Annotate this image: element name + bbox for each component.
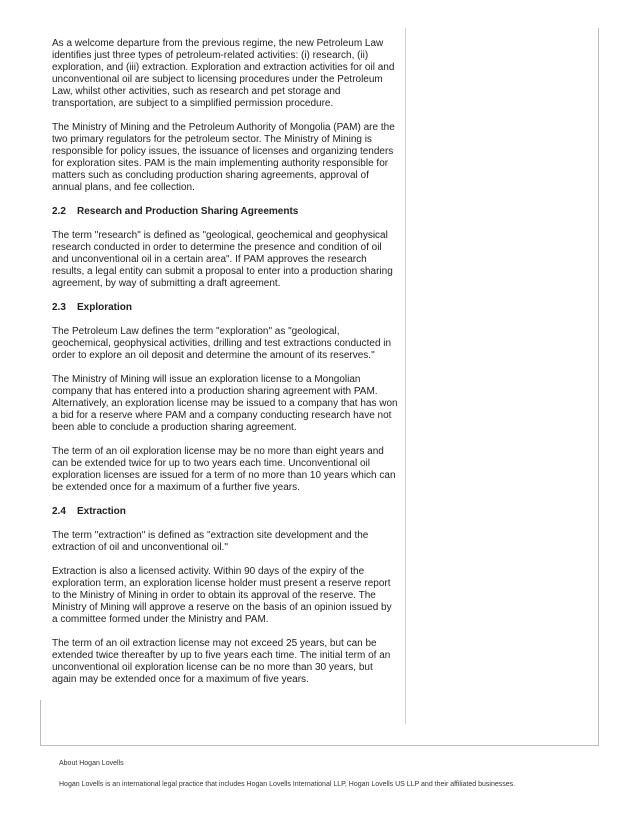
section-heading-extraction (52, 506, 398, 518)
section-number: 2.2 (52, 206, 66, 217)
footer-text: Hogan Lovells is an international legal practice that includes Hogan Lovells International LLP, Hogan Lovells US LLP and their affiliated businesses. (59, 781, 516, 788)
exploration-paragraph-2: The Ministry of Mining will issue an exploration license to a Mongolian company that has entered into a production sharing agreement with PAM. Alternatively, an exploration license may be issued to a company that has won a bid for a reserve where PAM and a company conducting research have not been able to conclude a production sharing agreement. (52, 374, 398, 433)
extraction-paragraph-2: Extraction is also a licensed activity. Within 90 days of the expiry of the exploration term, an exploration license holder must present a reserve report to the Ministry of Mining in order to obtain its approval of the reserve. The Ministry of Mining will approve a reserve on the basis of an opinion issued by a committee formed under the Ministry and PAM. (52, 566, 392, 625)
extraction-paragraph-1: The term "extraction" is defined as "extraction site development and the extraction of oil and unconventional oil." (52, 530, 369, 553)
exploration-paragraph-3: The term of an oil exploration license may be no more than eight years and can be extended twice for up to two years each time. Unconventional oil exploration licenses are issued for a term of no more than 10 years which can be extended once for a maximum of a further five years. (52, 446, 396, 493)
page-frame-bottom-border (40, 745, 599, 746)
section-heading-research (52, 206, 398, 218)
column-divider (405, 28, 406, 724)
section-number: 2.3 (52, 302, 66, 313)
section-heading-exploration (52, 302, 398, 314)
page-frame-right-border (598, 28, 599, 746)
article-body (52, 38, 398, 698)
intro-paragraph-1: As a welcome departure from the previous regime, the new Petroleum Law identifies just three types of petroleum-related activities: (i) research, (ii) exploration, and (iii) extraction. Exploration and extraction activities for oil and unconventional oil are subject to licensing procedures under the Petroleum Law, whilst other activities, such as research and pet storage and transportation, are subject to a simplified permission procedure. (52, 38, 395, 109)
section-title: Extraction (77, 506, 126, 517)
page-footer (59, 759, 619, 789)
section-number: 2.4 (52, 506, 66, 517)
research-paragraph-1: The term "research" is defined as "geological, geochemical and geophysical research conducted in order to determine the presence and condition of oil and unconventional oil in a certain area". If PAM approves the research results, a legal entity can submit a proposal to enter into a production sharing agreement, by way of submitting a draft agreement. (52, 230, 393, 289)
intro-paragraph-2: The Ministry of Mining and the Petroleum Authority of Mongolia (PAM) are the two primary regulators for the petroleum sector. The Ministry of Mining is responsible for policy issues, the issuance of licenses and organizing tenders for exploration sites. PAM is the main implementing authority responsible for matters such as concluding production sharing agreements, approval of annual plans, and fee collection. (52, 122, 395, 193)
section-title: Research and Production Sharing Agreements (77, 206, 299, 217)
footer-title: About Hogan Lovells (59, 760, 124, 767)
page-frame-left-border (40, 700, 41, 746)
exploration-paragraph-1: The Petroleum Law defines the term "exploration" as "geological, geochemical, geophysical activities, drilling and test extractions conducted in order to explore an oil deposit and determine the amount of its reserves." (52, 326, 392, 361)
extraction-paragraph-3: The term of an oil extraction license may not exceed 25 years, but can be extended twice thereafter by up to five years each time. The initial term of an unconventional oil exploration license can be no more than 30 years, but again may be extended once for a maximum of five years. (52, 638, 391, 685)
section-title: Exploration (77, 302, 133, 313)
